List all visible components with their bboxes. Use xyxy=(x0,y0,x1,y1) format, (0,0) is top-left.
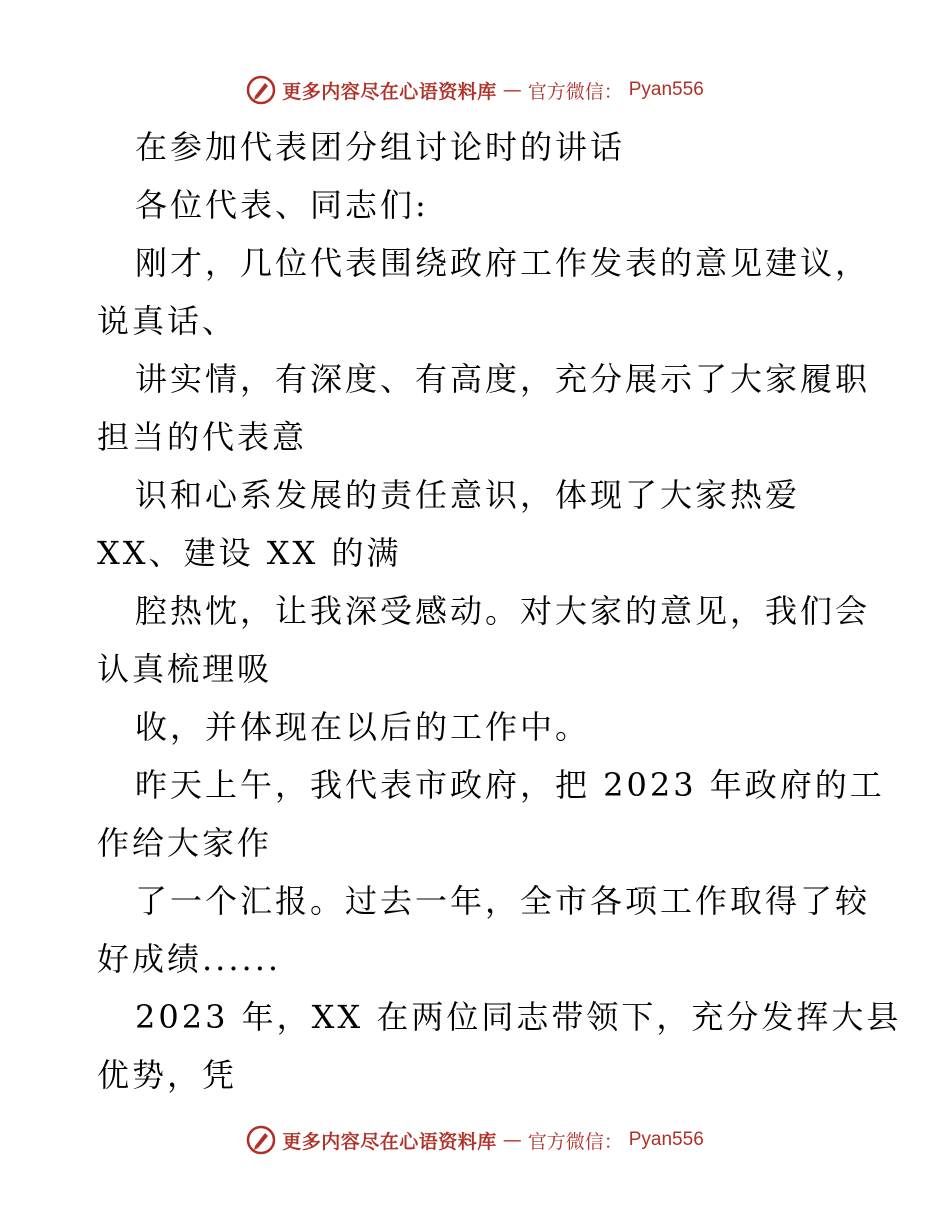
pen-logo-icon xyxy=(246,75,276,105)
doc-line: 担当的代表意 xyxy=(97,418,308,456)
doc-line: 认真梳理吸 xyxy=(97,650,273,688)
doc-line: 收，并体现在以后的工作中。 xyxy=(135,708,591,746)
banner-title: 更多内容尽在心语资料库 xyxy=(282,1130,497,1153)
doc-line: 作给大家作 xyxy=(97,824,273,862)
doc-title: 在参加代表团分组讨论时的讲话 xyxy=(135,128,626,166)
doc-line: 各位代表、同志们: xyxy=(135,186,429,224)
doc-line: 讲实情，有深度、有高度，充分展示了大家履职 xyxy=(135,360,871,398)
doc-line: XX、建设 XX 的满 xyxy=(97,534,402,572)
doc-line: 刚才，几位代表围绕政府工作发表的意见建议， xyxy=(135,244,871,282)
doc-line: 优势，凭 xyxy=(97,1056,238,1094)
banner-dash: — xyxy=(502,79,522,101)
footer-banner xyxy=(0,1120,950,1160)
document-body xyxy=(97,118,902,1104)
pen-logo-icon xyxy=(246,1125,276,1155)
header-banner xyxy=(0,70,950,110)
banner-title: 更多内容尽在心语资料库 xyxy=(282,80,497,103)
banner-dash: — xyxy=(502,1129,522,1151)
banner-wechat-id: Pyan556 xyxy=(628,1129,704,1150)
doc-line: 识和心系发展的责任意识，体现了大家热爱 xyxy=(135,476,801,514)
doc-line: 说真话、 xyxy=(97,302,238,340)
doc-line: 腔热忱，让我深受感动。对大家的意见，我们会 xyxy=(135,592,871,630)
doc-line: 2023 年，XX 在两位同志带领下，充分发挥大县 xyxy=(135,998,902,1036)
doc-line: 好成绩...... xyxy=(97,940,282,978)
banner-wechat-id: Pyan556 xyxy=(628,79,704,100)
doc-line: 昨天上午，我代表市政府，把 2023 年政府的工 xyxy=(135,766,885,804)
banner-wechat-label: 官方微信： xyxy=(527,80,623,103)
banner-wechat-label: 官方微信： xyxy=(527,1130,623,1153)
doc-line: 了一个汇报。过去一年，全市各项工作取得了较 xyxy=(135,882,871,920)
